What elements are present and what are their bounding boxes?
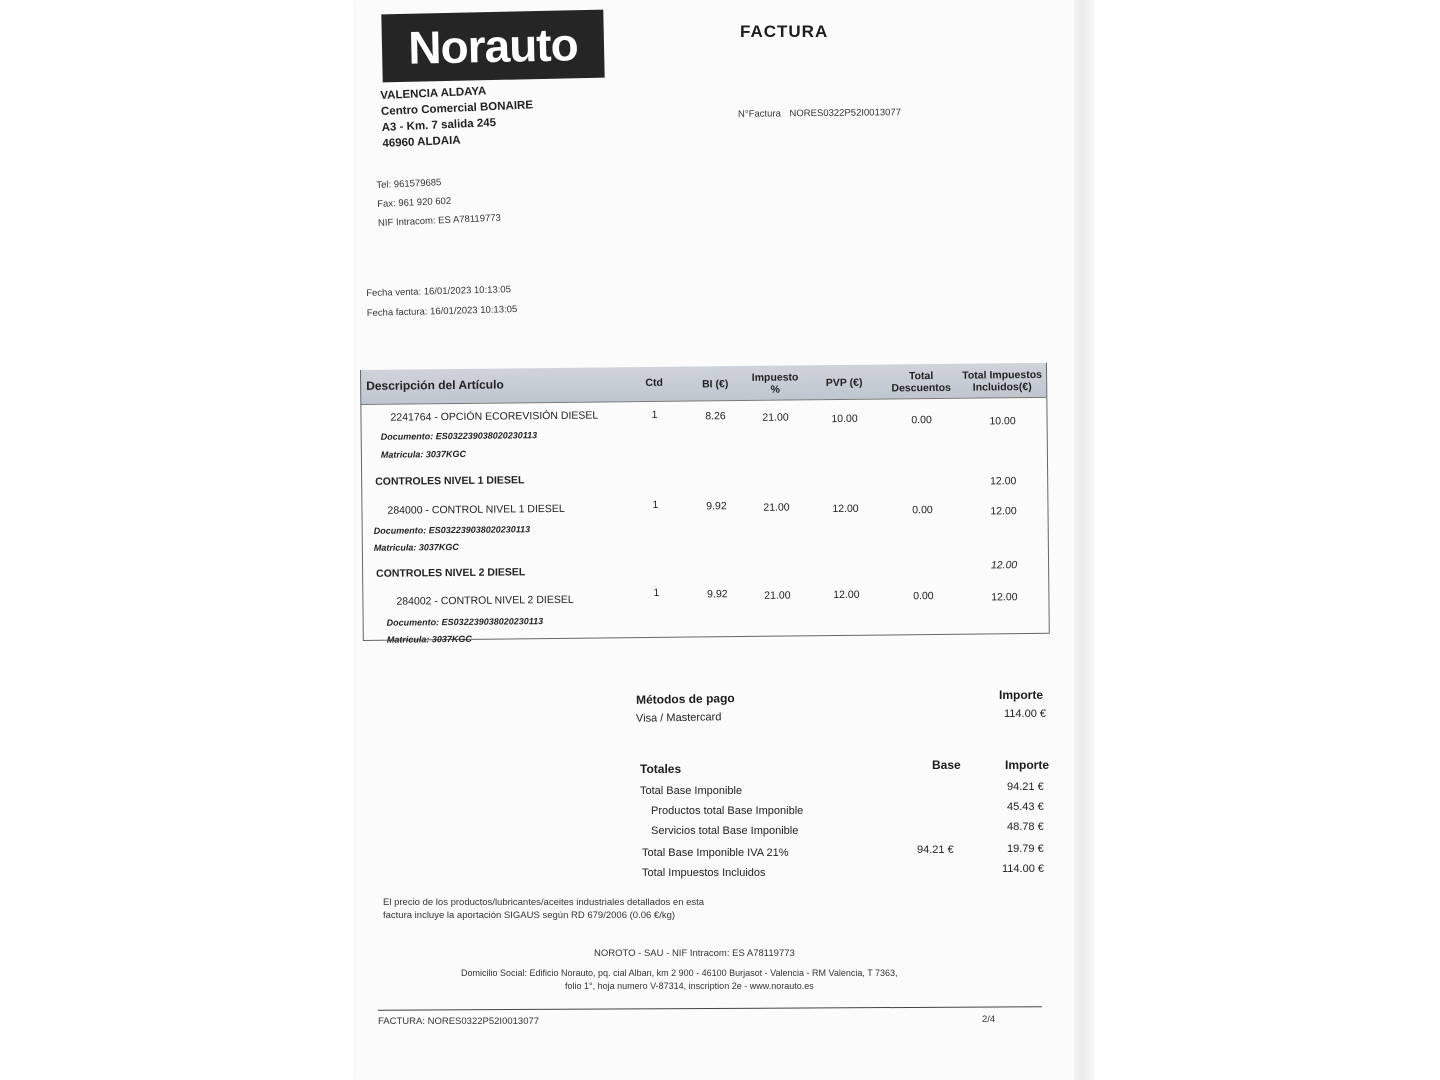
items-table <box>360 363 1053 645</box>
footer-invoice-number: FACTURA: NORES0322P52I0013077 <box>378 1016 540 1027</box>
item-pvp: 12.00 <box>832 502 859 516</box>
header-discounts: Total Descuentos <box>891 369 952 395</box>
store-tel: Tel: 961579685 <box>376 177 442 191</box>
totals-row-label: Servicios total Base Imponible <box>651 825 799 837</box>
invoice-dates <box>366 280 518 324</box>
invoice-number-label: N°Factura <box>737 108 781 120</box>
item-total: 12.00 <box>991 591 1018 604</box>
invoice-number-row <box>738 107 901 120</box>
table-header <box>360 363 1046 405</box>
footer-address: Domicilio Social: Edificio Norauto, pq. cial Alban, km 2 900 - 46100 Burjasot - Valencia - RM Valencia, T 7363, <box>461 968 898 978</box>
totals-row-amount: 48.78 € <box>1007 821 1044 833</box>
payment-method: Visa / Mastercard <box>635 711 722 725</box>
totals-row-label: Total Base Imponible <box>640 785 743 797</box>
group-label: CONTROLES NIVEL 2 DIESEL <box>376 566 526 580</box>
footer-company: NOROTO - SAU - NIF Intracom: ES A78119773 <box>594 948 795 959</box>
totals-row-amount: 19.79 € <box>1007 843 1044 855</box>
totals-amount-header: Importe <box>1005 758 1050 772</box>
item-discount: 0.00 <box>913 590 934 603</box>
header-description: Descripción del Artículo <box>366 377 504 393</box>
item-quantity: 1 <box>653 586 660 599</box>
paper-edge <box>1074 0 1094 1080</box>
logo-text: Norauto <box>407 18 579 74</box>
group-total: 12.00 <box>990 559 1018 572</box>
store-contact <box>376 171 501 233</box>
store-nif: NIF Intracom: ES A78119773 <box>377 212 502 229</box>
store-road: A3 - Km. 7 salida 245 <box>381 116 497 134</box>
header-total: Total Impuestos Incluidos(€) <box>962 368 1043 394</box>
totals-title: Totales <box>640 762 682 776</box>
store-name: VALENCIA ALDAYA <box>380 85 487 102</box>
store-fax: Fax: 961 920 602 <box>377 195 452 210</box>
item-discount: 0.00 <box>911 414 932 427</box>
item-pvp: 10.00 <box>831 412 858 426</box>
payment-amount-header: Importe <box>999 688 1044 702</box>
invoice-number: NORES0322P52I0013077 <box>789 107 902 120</box>
norauto-logo <box>381 10 604 83</box>
totals-row-label: Total Impuestos Incluidos <box>642 867 766 879</box>
store-center: Centro Comercial BONAIRE <box>380 99 534 118</box>
group-total: 12.00 <box>989 475 1017 488</box>
item-document: Documento: ES032239038020230113 <box>380 430 538 442</box>
note-line: El precio de los productos/lubricantes/aceites industriales detallados en esta <box>383 897 705 908</box>
footer-address-2: folio 1°, hoja numero V-87314, inscription 2e - www.norauto.es <box>565 981 814 991</box>
payment-amount: 114.00 € <box>1004 708 1047 720</box>
totals-base-header: Base <box>932 758 961 772</box>
totals-row-label: Total Base Imponible IVA 21% <box>642 847 789 859</box>
note-line: factura incluye la aportación SIGAUS según RD 679/2006 (0.06 €/kg) <box>383 910 676 921</box>
header-quantity: Ctd <box>645 376 663 390</box>
item-discount: 0.00 <box>912 504 933 517</box>
item-bi: 8.26 <box>705 410 726 423</box>
item-tax: 21.00 <box>762 411 789 424</box>
item-tax: 21.00 <box>763 501 790 514</box>
sale-date: Fecha venta: 16/01/2023 10:13:05 <box>366 284 512 299</box>
item-description: 284000 - CONTROL NIVEL 1 DIESEL <box>387 502 565 517</box>
item-document: Documento: ES032239038020230113 <box>386 616 544 628</box>
table-right-border <box>1046 363 1050 633</box>
item-description: 2241764 - OPCIÓN ECOREVISIÓN DIESEL <box>390 409 599 424</box>
document-title: FACTURA <box>740 22 829 41</box>
store-city: 46960 ALDAIA <box>382 134 461 150</box>
item-quantity: 1 <box>652 498 659 511</box>
item-pvp: 12.00 <box>833 588 860 602</box>
store-address <box>380 81 535 152</box>
payment-title: Métodos de pago <box>635 691 735 707</box>
group-label: CONTROLES NIVEL 1 DIESEL <box>375 474 525 488</box>
item-total: 10.00 <box>989 415 1016 428</box>
totals-row-amount: 94.21 € <box>1007 781 1044 793</box>
item-plate: Matricula: 3037KGC <box>380 448 466 460</box>
item-plate: Matricula: 3037KGC <box>373 541 459 553</box>
totals-row-base: 94.21 € <box>917 844 954 856</box>
item-document: Documento: ES032239038020230113 <box>373 524 531 536</box>
invoice-date: Fecha factura: 16/01/2023 10:13:05 <box>366 304 518 319</box>
item-plate: Matricula: 3037KGC <box>386 633 472 645</box>
item-quantity: 1 <box>651 408 658 421</box>
header-pvp: PVP (€) <box>825 376 863 390</box>
item-total: 12.00 <box>990 505 1017 518</box>
item-bi: 9.92 <box>706 500 727 513</box>
totals-row-amount: 114.00 € <box>1002 863 1045 875</box>
totals-row-amount: 45.43 € <box>1007 801 1044 813</box>
sigaus-note <box>383 896 704 922</box>
item-bi: 9.92 <box>707 588 728 601</box>
header-bi: BI (€) <box>701 378 729 391</box>
totals-row-label: Productos total Base Imponible <box>651 805 804 817</box>
page-number: 2/4 <box>982 1014 996 1025</box>
item-tax: 21.00 <box>764 589 791 602</box>
item-description: 284002 - CONTROL NIVEL 2 DIESEL <box>396 593 574 608</box>
header-tax: Impuesto % <box>751 371 799 396</box>
